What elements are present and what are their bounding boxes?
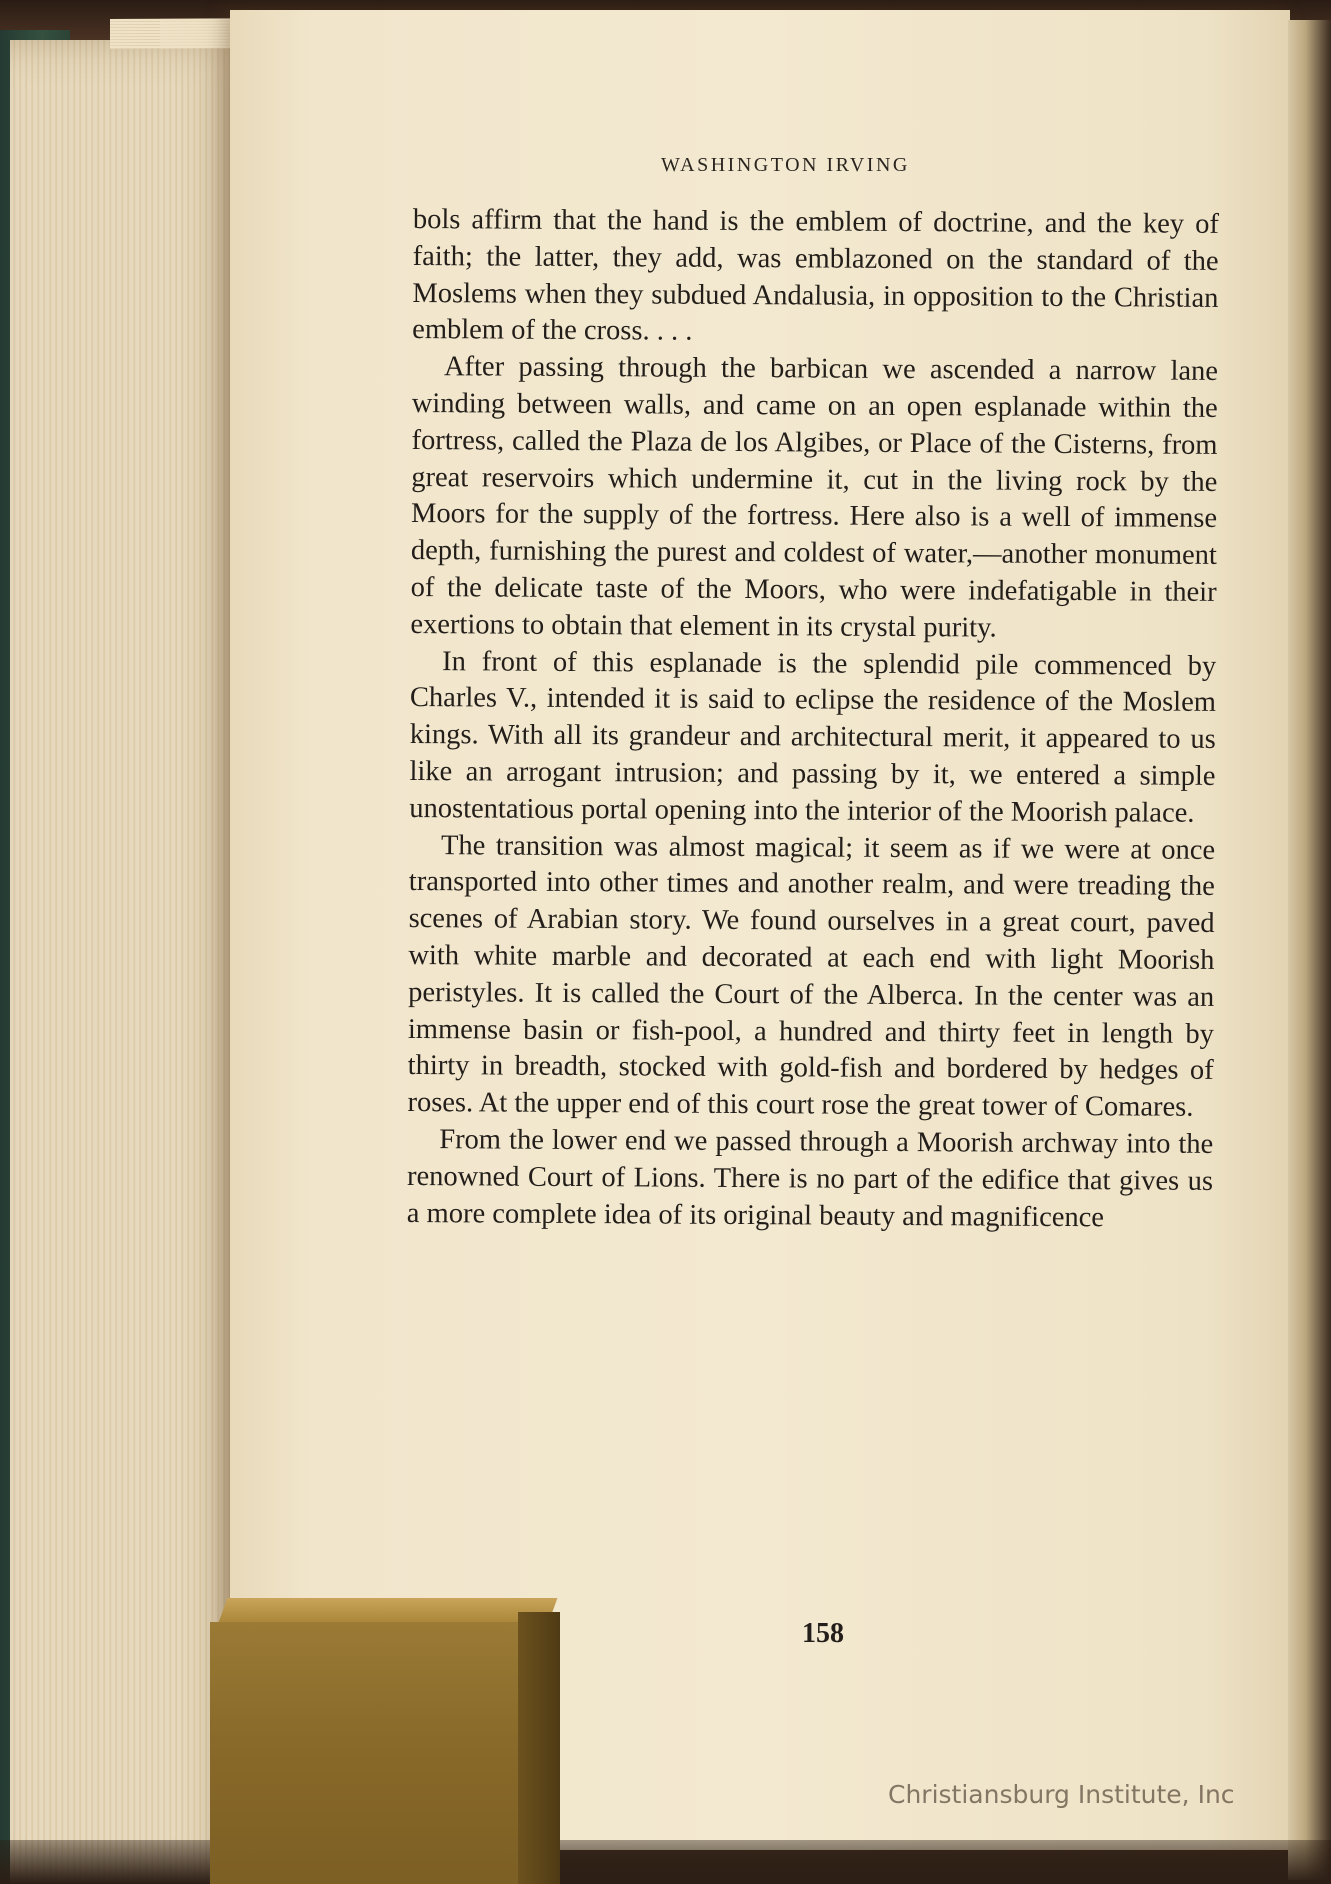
page-number: 158 [802,1618,844,1649]
page-right-edge [1288,20,1331,1880]
weight-front-face [210,1622,520,1884]
paragraph-1: bols affirm that the hand is the emblem of doctrine, and the key of faith; the latter, they add, was emblazoned on the standard of the Moslems when they subdued Andalusia, in opposition to the Christian emblem of the cross. . . . [412,203,1219,348]
paragraph-5: From the lower end we passed through a Moorish archway into the renowned Court of Lions. There is no part of the edifice that gives us a more complete idea of its original beauty and magnificence [406,1124,1214,1233]
weight-top-face [218,1598,557,1624]
paragraph-3: In front of this esplanade is the splendid pile commenced by Charles V., intended it is said to eclipse the residence of the Moslem kings. With all its grandeur and architectural merit, it appeared to us like an arrogant intrusion; and passing by it, we entered a simple unostentatious portal opening into the interior of the Moorish palace. [409,645,1217,829]
watermark: Christiansburg Institute, Inc [888,1780,1235,1809]
paragraph-2: After passing through the barbican we ascended a narrow lane winding between walls, and came on an open esplanade within the fortress, called the Plaza de los Algibes, or Place of the Cisterns, from great reservoirs which undermine it, cut in the living rock by the Moors for the supply of the fortress. Here also is a well of immense depth, furnishing the purest and coldest of water,—another monument of the delicate taste of the Moors, who were indefatigable in their exertions to obtain that element in its crystal purity. [410,351,1219,644]
paragraph-4: The transition was almost magical; it seem as if we were at once transported into other times and another realm, and were treading the scenes of Arabian story. We found ourselves in a great court, paved with white marble and decorated at each end with light Moorish peristyles. It is called the Court of the Alberca. In the center was an immense basin or fish-pool, a hundred and thirty feet in length by thirty in breadth, stocked with gold-fish and bordered by hedges of roses. At the upper end of this court rose the great tower of Comares. [407,829,1216,1123]
body-text [407,202,1219,1237]
weight-side-face [518,1612,560,1884]
brass-page-weight [210,1598,550,1884]
running-head: WASHINGTON IRVING [661,154,910,176]
bottom-shadow [0,1840,1331,1884]
